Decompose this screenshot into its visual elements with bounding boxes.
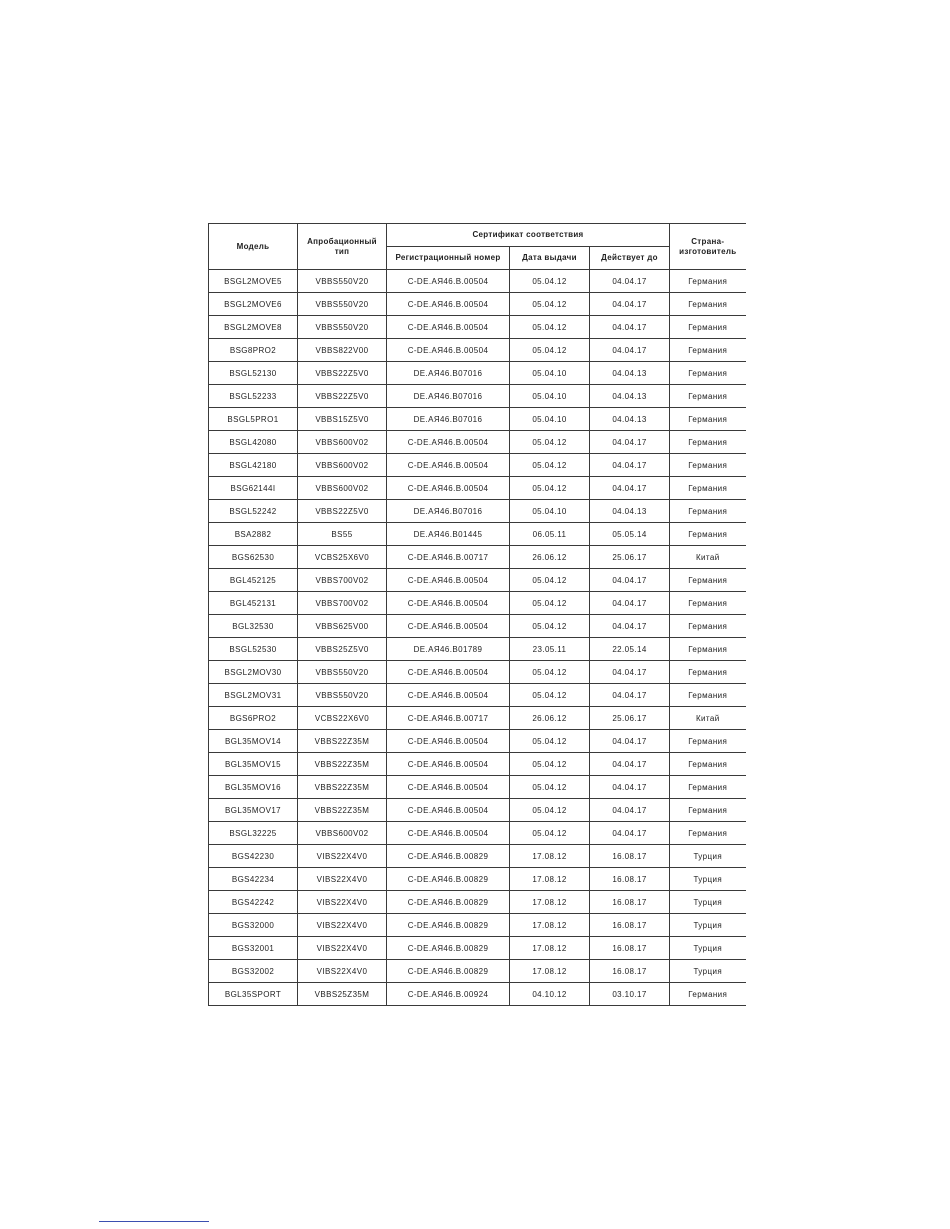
table-row: [209, 707, 746, 730]
cell-approval-type: VBBS22Z35M: [298, 799, 387, 822]
cell-model: BGS42242: [209, 891, 298, 914]
cell-issue-date: 05.04.10: [510, 408, 590, 431]
table-row: [209, 776, 746, 799]
cell-issue-date: 05.04.12: [510, 615, 590, 638]
table-header: [209, 224, 746, 270]
cell-model: BGS42230: [209, 845, 298, 868]
table-row: [209, 891, 746, 914]
table-row: [209, 293, 746, 316]
cell-approval-type: VBBS25Z35M: [298, 983, 387, 1006]
cell-model: BSGL52242: [209, 500, 298, 523]
cell-reg-number: C-DE.АЯ46.В.00829: [387, 891, 510, 914]
cell-approval-type: VBBS600V02: [298, 822, 387, 845]
cell-approval-type: VBBS700V02: [298, 569, 387, 592]
cell-country: Германия: [670, 316, 746, 339]
cell-reg-number: C-DE.АЯ46.В.00504: [387, 569, 510, 592]
table-row: [209, 500, 746, 523]
cell-approval-type: VBBS550V20: [298, 270, 387, 293]
cell-approval-type: VBBS550V20: [298, 661, 387, 684]
cell-reg-number: DE.АЯ46.В01445: [387, 523, 510, 546]
cell-approval-type: VIBS22X4V0: [298, 845, 387, 868]
table-row: [209, 638, 746, 661]
cell-model: BSGL42080: [209, 431, 298, 454]
table-row: [209, 454, 746, 477]
cell-model: BGL35SPORT: [209, 983, 298, 1006]
cell-reg-number: C-DE.АЯ46.В.00717: [387, 546, 510, 569]
cell-model: BGS32002: [209, 960, 298, 983]
cell-issue-date: 26.06.12: [510, 707, 590, 730]
cell-approval-type: VBBS25Z5V0: [298, 638, 387, 661]
cell-country: Германия: [670, 592, 746, 615]
cell-country: Турция: [670, 868, 746, 891]
cell-reg-number: DE.АЯ46.В01789: [387, 638, 510, 661]
cell-reg-number: C-DE.АЯ46.В.00504: [387, 615, 510, 638]
cell-country: Германия: [670, 822, 746, 845]
cell-valid-until: 04.04.13: [590, 500, 670, 523]
cell-country: Германия: [670, 477, 746, 500]
table-row: [209, 362, 746, 385]
cell-country: Германия: [670, 753, 746, 776]
cell-issue-date: 04.10.12: [510, 983, 590, 1006]
cell-approval-type: VBBS822V00: [298, 339, 387, 362]
cell-valid-until: 16.08.17: [590, 891, 670, 914]
cell-country: Германия: [670, 661, 746, 684]
table-row: [209, 753, 746, 776]
cell-issue-date: 05.04.12: [510, 661, 590, 684]
cell-issue-date: 17.08.12: [510, 868, 590, 891]
cell-issue-date: 17.08.12: [510, 937, 590, 960]
cell-approval-type: VIBS22X4V0: [298, 937, 387, 960]
cell-reg-number: C-DE.АЯ46.В.00504: [387, 270, 510, 293]
cell-country: Германия: [670, 523, 746, 546]
cell-model: BSGL42180: [209, 454, 298, 477]
cell-model: BGS32001: [209, 937, 298, 960]
cell-reg-number: C-DE.АЯ46.В.00504: [387, 454, 510, 477]
header-certificate: Сертификат соответствия: [387, 224, 670, 247]
cell-approval-type: VBBS22Z5V0: [298, 500, 387, 523]
cell-valid-until: 16.08.17: [590, 937, 670, 960]
cell-approval-type: VBBS600V02: [298, 477, 387, 500]
cell-country: Турция: [670, 845, 746, 868]
cell-country: Германия: [670, 730, 746, 753]
cell-issue-date: 05.04.12: [510, 592, 590, 615]
cell-reg-number: C-DE.АЯ46.В.00924: [387, 983, 510, 1006]
certificate-table: [208, 223, 746, 1006]
cell-issue-date: 05.04.12: [510, 569, 590, 592]
cell-valid-until: 04.04.17: [590, 776, 670, 799]
cell-issue-date: 17.08.12: [510, 891, 590, 914]
cell-issue-date: 05.04.12: [510, 822, 590, 845]
cell-country: Турция: [670, 914, 746, 937]
table-row: [209, 615, 746, 638]
cell-approval-type: VCBS25X6V0: [298, 546, 387, 569]
cell-valid-until: 04.04.17: [590, 477, 670, 500]
cell-reg-number: C-DE.АЯ46.В.00504: [387, 776, 510, 799]
cell-valid-until: 16.08.17: [590, 914, 670, 937]
cell-country: Германия: [670, 431, 746, 454]
cell-model: BSGL2MOV30: [209, 661, 298, 684]
table-row: [209, 431, 746, 454]
cell-country: Германия: [670, 638, 746, 661]
cell-approval-type: VBBS600V02: [298, 454, 387, 477]
cell-country: Германия: [670, 293, 746, 316]
cell-model: BSGL52130: [209, 362, 298, 385]
table-row: [209, 661, 746, 684]
cell-issue-date: 05.04.12: [510, 776, 590, 799]
cell-valid-until: 05.05.14: [590, 523, 670, 546]
cell-reg-number: C-DE.АЯ46.В.00829: [387, 914, 510, 937]
cell-country: Германия: [670, 500, 746, 523]
table-row: [209, 730, 746, 753]
cell-valid-until: 25.06.17: [590, 546, 670, 569]
cell-valid-until: 04.04.17: [590, 684, 670, 707]
cell-country: Турция: [670, 891, 746, 914]
table-row: [209, 799, 746, 822]
cell-approval-type: VBBS22Z5V0: [298, 362, 387, 385]
cell-approval-type: VBBS550V20: [298, 293, 387, 316]
cell-approval-type: VBBS600V02: [298, 431, 387, 454]
cell-approval-type: VBBS15Z5V0: [298, 408, 387, 431]
table-row: [209, 983, 746, 1006]
cell-issue-date: 05.04.12: [510, 799, 590, 822]
table-row: [209, 868, 746, 891]
footnote-rule: [99, 1221, 209, 1222]
table-row: [209, 845, 746, 868]
cell-model: BGS6PRO2: [209, 707, 298, 730]
cell-model: BSG8PRO2: [209, 339, 298, 362]
cell-issue-date: 05.04.12: [510, 753, 590, 776]
cell-reg-number: C-DE.АЯ46.В.00504: [387, 316, 510, 339]
cell-valid-until: 04.04.17: [590, 730, 670, 753]
cell-issue-date: 05.04.12: [510, 293, 590, 316]
table-row: [209, 477, 746, 500]
cell-reg-number: C-DE.АЯ46.В.00504: [387, 799, 510, 822]
cell-valid-until: 16.08.17: [590, 868, 670, 891]
cell-country: Германия: [670, 983, 746, 1006]
cell-model: BSGL52233: [209, 385, 298, 408]
table-row: [209, 684, 746, 707]
cell-issue-date: 05.04.12: [510, 270, 590, 293]
cell-model: BSGL2MOV31: [209, 684, 298, 707]
cell-reg-number: C-DE.АЯ46.В.00504: [387, 592, 510, 615]
table-row: [209, 385, 746, 408]
header-model: Модель: [209, 224, 298, 270]
cell-approval-type: VBBS22Z5V0: [298, 385, 387, 408]
cell-approval-type: VIBS22X4V0: [298, 891, 387, 914]
cell-approval-type: VBBS550V20: [298, 316, 387, 339]
cell-model: BGS62530: [209, 546, 298, 569]
cell-model: BSGL5PRO1: [209, 408, 298, 431]
cell-issue-date: 05.04.12: [510, 316, 590, 339]
table-row: [209, 960, 746, 983]
cell-model: BGL452125: [209, 569, 298, 592]
cell-issue-date: 05.04.12: [510, 477, 590, 500]
cell-issue-date: 05.04.12: [510, 454, 590, 477]
cell-issue-date: 05.04.12: [510, 431, 590, 454]
cell-valid-until: 04.04.17: [590, 339, 670, 362]
cell-model: BGS42234: [209, 868, 298, 891]
cell-country: Китай: [670, 546, 746, 569]
cell-issue-date: 05.04.10: [510, 362, 590, 385]
cell-model: BGS32000: [209, 914, 298, 937]
cell-model: BSGL2MOVE5: [209, 270, 298, 293]
table-row: [209, 408, 746, 431]
cell-approval-type: VBBS22Z35M: [298, 776, 387, 799]
table-row: [209, 592, 746, 615]
cell-approval-type: VBBS550V20: [298, 684, 387, 707]
cell-model: BGL35MOV17: [209, 799, 298, 822]
table-row: [209, 270, 746, 293]
table-body: [209, 270, 746, 1006]
cell-approval-type: VBBS22Z35M: [298, 730, 387, 753]
cell-valid-until: 04.04.17: [590, 615, 670, 638]
cell-reg-number: C-DE.АЯ46.В.00504: [387, 753, 510, 776]
cell-country: Турция: [670, 937, 746, 960]
cell-valid-until: 04.04.17: [590, 799, 670, 822]
cell-reg-number: C-DE.АЯ46.В.00504: [387, 339, 510, 362]
header-approval-type: Апробационный тип: [298, 224, 387, 270]
cell-country: Германия: [670, 270, 746, 293]
cell-country: Германия: [670, 339, 746, 362]
cell-country: Германия: [670, 385, 746, 408]
cell-country: Турция: [670, 960, 746, 983]
cell-valid-until: 16.08.17: [590, 845, 670, 868]
cell-country: Германия: [670, 454, 746, 477]
cell-valid-until: 16.08.17: [590, 960, 670, 983]
cell-approval-type: VBBS625V00: [298, 615, 387, 638]
header-issue-date: Дата выдачи: [510, 247, 590, 270]
cell-approval-type: VIBS22X4V0: [298, 914, 387, 937]
cell-issue-date: 17.08.12: [510, 845, 590, 868]
cell-valid-until: 04.04.17: [590, 431, 670, 454]
cell-model: BSGL2MOVE6: [209, 293, 298, 316]
cell-issue-date: 17.08.12: [510, 914, 590, 937]
cell-approval-type: VBBS22Z35M: [298, 753, 387, 776]
table-row: [209, 937, 746, 960]
cell-valid-until: 04.04.17: [590, 454, 670, 477]
cell-valid-until: 04.04.13: [590, 362, 670, 385]
cell-reg-number: C-DE.АЯ46.В.00504: [387, 431, 510, 454]
cell-valid-until: 04.04.17: [590, 270, 670, 293]
table-row: [209, 339, 746, 362]
cell-reg-number: C-DE.АЯ46.В.00829: [387, 845, 510, 868]
cell-issue-date: 17.08.12: [510, 960, 590, 983]
table-row: [209, 914, 746, 937]
cell-model: BGL32530: [209, 615, 298, 638]
cell-issue-date: 26.06.12: [510, 546, 590, 569]
cell-country: Германия: [670, 684, 746, 707]
cell-reg-number: C-DE.АЯ46.В.00504: [387, 293, 510, 316]
cell-reg-number: DE.АЯ46.В07016: [387, 362, 510, 385]
cell-valid-until: 04.04.13: [590, 408, 670, 431]
cell-country: Германия: [670, 776, 746, 799]
cell-reg-number: C-DE.АЯ46.В.00717: [387, 707, 510, 730]
cell-model: BGL35MOV14: [209, 730, 298, 753]
cell-country: Китай: [670, 707, 746, 730]
cell-model: BGL35MOV16: [209, 776, 298, 799]
cell-reg-number: DE.АЯ46.В07016: [387, 408, 510, 431]
cell-approval-type: BS55: [298, 523, 387, 546]
cell-model: BSGL2MOVE8: [209, 316, 298, 339]
cell-country: Германия: [670, 362, 746, 385]
cell-reg-number: C-DE.АЯ46.В.00504: [387, 684, 510, 707]
cell-approval-type: VBBS700V02: [298, 592, 387, 615]
cell-model: BSGL32225: [209, 822, 298, 845]
cell-country: Германия: [670, 569, 746, 592]
cell-approval-type: VCBS22X6V0: [298, 707, 387, 730]
cell-valid-until: 25.06.17: [590, 707, 670, 730]
cell-model: BSA2882: [209, 523, 298, 546]
cell-valid-until: 04.04.17: [590, 293, 670, 316]
header-reg-number: Регистрационный номер: [387, 247, 510, 270]
table-row: [209, 569, 746, 592]
cell-country: Германия: [670, 408, 746, 431]
cell-issue-date: 05.04.12: [510, 730, 590, 753]
cell-issue-date: 05.04.12: [510, 339, 590, 362]
cell-reg-number: DE.АЯ46.В07016: [387, 385, 510, 408]
table-row: [209, 523, 746, 546]
cell-valid-until: 04.04.17: [590, 592, 670, 615]
cell-model: BGL452131: [209, 592, 298, 615]
cell-reg-number: C-DE.АЯ46.В.00829: [387, 937, 510, 960]
cell-valid-until: 04.04.17: [590, 822, 670, 845]
cell-reg-number: C-DE.АЯ46.В.00829: [387, 868, 510, 891]
cell-model: BSGL52530: [209, 638, 298, 661]
cell-reg-number: C-DE.АЯ46.В.00504: [387, 730, 510, 753]
cell-valid-until: 04.04.17: [590, 661, 670, 684]
cell-issue-date: 05.04.10: [510, 385, 590, 408]
cell-valid-until: 04.04.17: [590, 569, 670, 592]
table-row: [209, 822, 746, 845]
cell-reg-number: C-DE.АЯ46.В.00504: [387, 477, 510, 500]
cell-issue-date: 06.05.11: [510, 523, 590, 546]
cell-reg-number: DE.АЯ46.В07016: [387, 500, 510, 523]
header-country: Страна-изготовитель: [670, 224, 746, 270]
cell-reg-number: C-DE.АЯ46.В.00504: [387, 661, 510, 684]
cell-model: BSG62144I: [209, 477, 298, 500]
cell-approval-type: VIBS22X4V0: [298, 960, 387, 983]
cell-reg-number: C-DE.АЯ46.В.00504: [387, 822, 510, 845]
cell-valid-until: 04.04.13: [590, 385, 670, 408]
cell-model: BGL35MOV15: [209, 753, 298, 776]
cell-issue-date: 23.05.11: [510, 638, 590, 661]
table-row: [209, 546, 746, 569]
cell-country: Германия: [670, 615, 746, 638]
header-valid-until: Действует до: [590, 247, 670, 270]
cell-valid-until: 03.10.17: [590, 983, 670, 1006]
cell-valid-until: 04.04.17: [590, 316, 670, 339]
cell-issue-date: 05.04.12: [510, 684, 590, 707]
table-row: [209, 316, 746, 339]
cell-reg-number: C-DE.АЯ46.В.00829: [387, 960, 510, 983]
cell-valid-until: 04.04.17: [590, 753, 670, 776]
cell-issue-date: 05.04.10: [510, 500, 590, 523]
cell-country: Германия: [670, 799, 746, 822]
cell-approval-type: VIBS22X4V0: [298, 868, 387, 891]
cell-valid-until: 22.05.14: [590, 638, 670, 661]
